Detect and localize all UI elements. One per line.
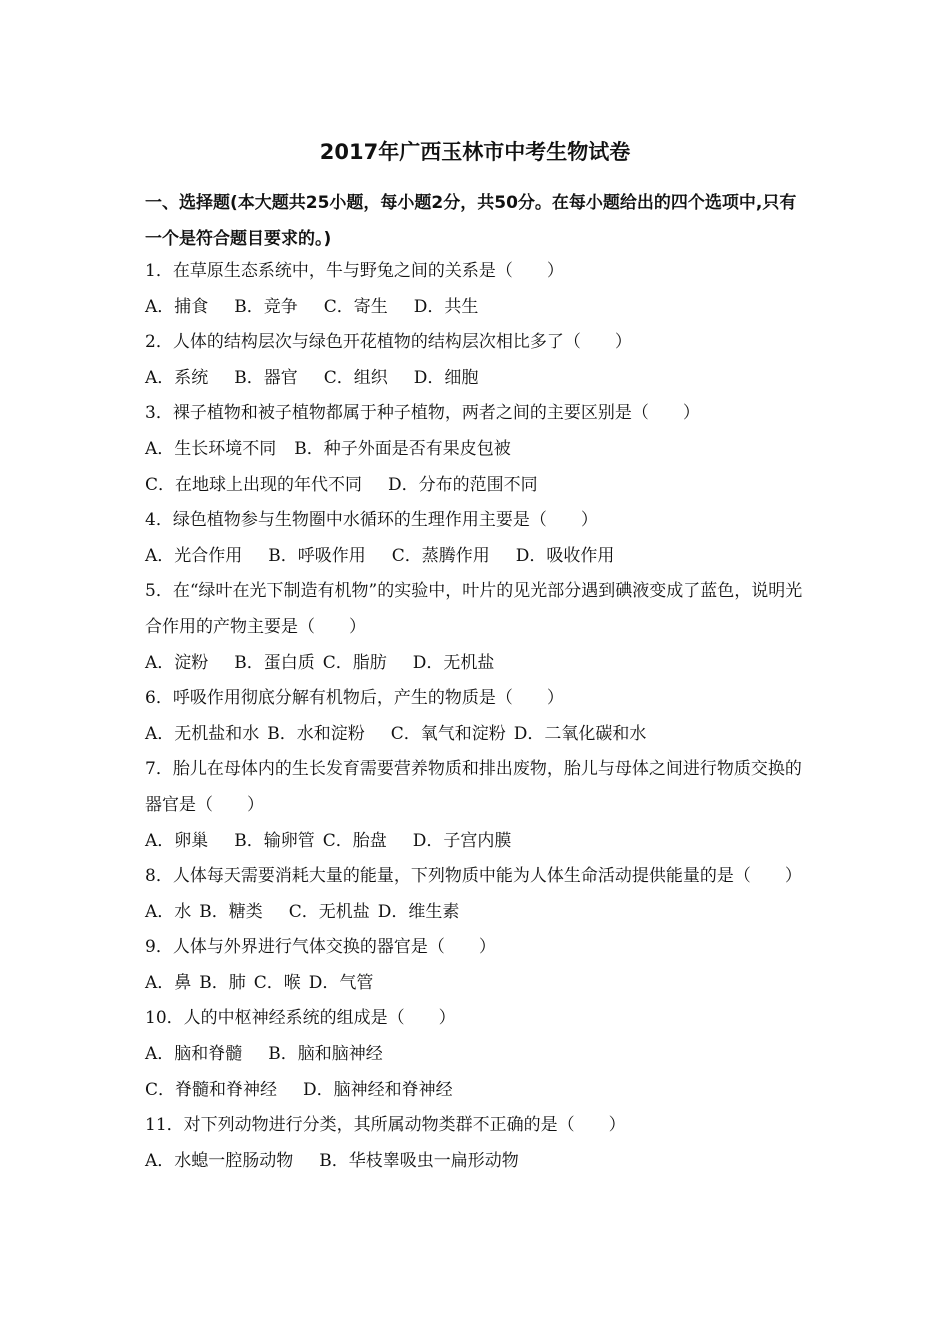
option: B．器官 (234, 367, 298, 388)
option: D．维生素 (377, 901, 460, 922)
option: A．无机盐和水 (145, 723, 260, 744)
option: B．竞争 (234, 296, 298, 317)
option: B．呼吸作用 (268, 545, 366, 566)
question-stem: 1．在草原生态系统中，牛与野兔之间的关系是（ ） (145, 261, 564, 281)
option: B．肺 (199, 972, 246, 993)
exam-title: 2017年广西玉林市中考生物试卷 (319, 140, 631, 164)
option: B．糖类 (199, 901, 263, 922)
option: C．脊髓和脊神经 (145, 1079, 278, 1100)
option: A．系统 (145, 367, 209, 388)
option: A．卵巢 (145, 830, 209, 851)
option: A．水 (145, 901, 192, 922)
option: D．分布的范围不同 (388, 474, 538, 495)
option-row (145, 290, 810, 326)
option: D．吸收作用 (515, 545, 615, 566)
option: A．生长环境不同 (145, 438, 277, 459)
option: B．种子外面是否有果皮包被 (294, 438, 511, 459)
option: C．蒸腾作用 (391, 545, 490, 566)
option: D．二氧化碳和水 (513, 723, 647, 744)
option: D．子宫内膜 (412, 830, 512, 851)
option-row (145, 646, 810, 682)
section-heading: 一、选择题(本大题共25小题，每小题2分，共50分。在每小题给出的四个选项中,只有一个是符合题目要求的。) (145, 193, 797, 249)
option: B．输卵管 (234, 830, 315, 851)
option-row (145, 468, 810, 504)
option: B．脑和脑神经 (268, 1044, 383, 1065)
question-stem: 8．人体每天需要消耗大量的能量，下列物质中能为人体生命活动提供能量的是（ ） (145, 866, 802, 887)
option: C．脂肪 (322, 652, 387, 673)
option-row (145, 1144, 810, 1180)
option: B．华枝睾吸虫一扁形动物 (319, 1150, 519, 1171)
option: C．氧气和淀粉 (390, 723, 506, 744)
question-stem: 5．在“绿叶在光下制造有机物”的实验中，叶片的见光部分遇到碘液变成了蓝色，说明光合作用的产物主要是（ ） (145, 581, 803, 637)
option: D．气管 (308, 972, 374, 993)
option-row (145, 1073, 810, 1109)
option-row (145, 539, 810, 575)
option: C．喉 (253, 972, 301, 993)
option: A．光合作用 (145, 545, 243, 566)
option: B．水和淀粉 (267, 723, 365, 744)
question-stem: 4．绿色植物参与生物圈中水循环的生理作用主要是（ ） (145, 510, 598, 531)
question-stem: 3．裸子植物和被子植物都属于种子植物，两者之间的主要区别是（ ） (145, 403, 700, 424)
option: D．无机盐 (412, 652, 495, 673)
option: C．胎盘 (322, 830, 387, 851)
question-stem: 6．呼吸作用彻底分解有机物后，产生的物质是（ ） (145, 688, 564, 709)
option-row (145, 824, 810, 860)
option-row (145, 432, 810, 468)
option: A．捕食 (145, 296, 209, 317)
option: C．无机盐 (288, 901, 370, 922)
option-row (145, 1037, 810, 1073)
option-row (145, 361, 810, 397)
option: A．鼻 (145, 972, 192, 993)
question-stem: 10．人的中枢神经系统的组成是（ ） (145, 1008, 456, 1029)
option-row (145, 895, 810, 931)
option: C．组织 (323, 367, 388, 388)
option-row (145, 717, 810, 753)
option: A．脑和脊髓 (145, 1044, 243, 1065)
option: A．水螅一腔肠动物 (145, 1150, 294, 1171)
option-row (145, 966, 810, 1002)
question-list (145, 254, 810, 1179)
question-stem: 2．人体的结构层次与绿色开花植物的结构层次相比多了（ ） (145, 332, 632, 353)
option: C．在地球上出现的年代不同 (145, 474, 363, 495)
question-stem: 7．胎儿在母体内的生长发育需要营养物质和排出废物，胎儿与母体之间进行物质交换的器官是（ ） (145, 759, 802, 815)
option: A．淀粉 (145, 652, 209, 673)
option: B．蛋白质 (234, 652, 315, 673)
question-stem: 9．人体与外界进行气体交换的器官是（ ） (145, 937, 496, 958)
option: D．脑神经和脊神经 (303, 1079, 453, 1100)
question-stem: 11．对下列动物进行分类，其所属动物类群不正确的是（ ） (145, 1115, 626, 1136)
option: D．细胞 (413, 367, 479, 388)
option: C．寄生 (323, 296, 388, 317)
option: D．共生 (413, 296, 479, 317)
